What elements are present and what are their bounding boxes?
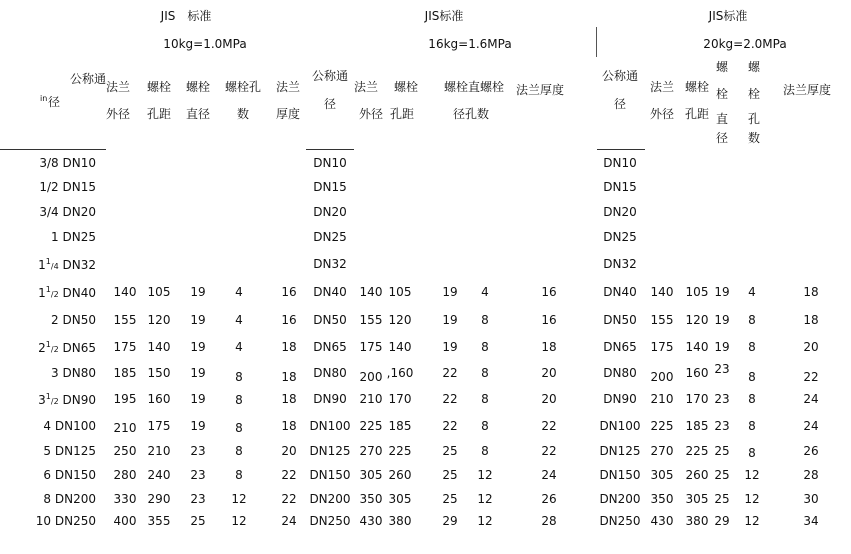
table-cell: 28 <box>541 514 557 528</box>
nominal-size-cell <box>0 393 96 406</box>
table-cell: 160 <box>685 366 709 380</box>
header-flange-od: 法兰 <box>649 80 675 94</box>
table-cell: 18 <box>281 392 297 406</box>
table-cell: 210 <box>113 421 137 435</box>
inch-size: 1 <box>38 286 46 300</box>
header-flange-od: 法兰 <box>105 80 131 94</box>
dn-size: DN100 <box>309 419 351 433</box>
table-cell: 24 <box>281 514 297 528</box>
table-cell: 23 <box>190 444 206 458</box>
header-underline <box>306 149 354 150</box>
table-cell: 25 <box>442 444 458 458</box>
header-flange-thickness: 法兰厚度 <box>515 83 565 97</box>
table-cell: 380 <box>388 514 412 528</box>
table-cell: 140 <box>685 340 709 354</box>
table-cell: 280 <box>113 468 137 482</box>
table-cell: 16 <box>541 313 557 327</box>
dn-size: DN65 <box>313 340 347 354</box>
dn-size: DN20 <box>58 205 96 219</box>
table-cell: 18 <box>803 285 819 299</box>
nominal-size-cell <box>0 420 96 432</box>
table-cell: 12 <box>477 514 493 528</box>
table-cell: 225 <box>388 444 412 458</box>
table-cell: 150 <box>147 366 171 380</box>
dn-size: DN40 <box>313 285 347 299</box>
table-cell: 29 <box>442 514 458 528</box>
table-cell: 175 <box>147 419 171 433</box>
table-cell: 240 <box>147 468 171 482</box>
standard-title-20k: JIS标准 <box>708 9 748 23</box>
table-cell: 8 <box>235 370 243 384</box>
nominal-size-cell <box>0 367 96 379</box>
dn-size: DN15 <box>603 180 637 194</box>
table-cell: 195 <box>113 392 137 406</box>
dn-size: DN25 <box>58 230 96 244</box>
table-cell: 175 <box>113 340 137 354</box>
inch-size: 3 <box>51 366 59 380</box>
table-cell: 270 <box>650 444 674 458</box>
table-cell: 8 <box>748 340 756 354</box>
header-flange-thickness-2: 厚度 <box>275 107 301 121</box>
standard-title-16k: JIS标准 <box>424 9 464 23</box>
table-cell: 22 <box>281 468 297 482</box>
table-cell: 120 <box>388 313 412 327</box>
dn-size: DN10 <box>603 156 637 170</box>
table-cell: 22 <box>442 366 458 380</box>
table-cell: 8 <box>748 392 756 406</box>
table-cell: 23 <box>190 468 206 482</box>
table-cell: 18 <box>803 313 819 327</box>
table-cell: 29 <box>714 514 730 528</box>
inch-fraction-denominator: /2 <box>50 397 59 406</box>
table-cell: 8 <box>235 468 243 482</box>
table-cell: 19 <box>442 285 458 299</box>
pressure-rating-16k: 16kg=1.6MPa <box>428 37 512 51</box>
table-cell: 305 <box>359 468 383 482</box>
table-cell: 19 <box>714 340 730 354</box>
table-cell: 19 <box>442 340 458 354</box>
table-cell: 23 <box>714 392 730 406</box>
dn-size: DN100 <box>51 419 96 433</box>
header-underline <box>597 149 645 150</box>
header-bolt-pcd: 螺栓 <box>393 80 419 94</box>
table-cell: 185 <box>113 366 137 380</box>
table-cell: 8 <box>481 313 489 327</box>
table-cell: 305 <box>388 492 412 506</box>
table-cell: 25 <box>714 468 730 482</box>
table-cell: 305 <box>650 468 674 482</box>
table-cell: 18 <box>541 340 557 354</box>
table-cell: 24 <box>803 419 819 433</box>
table-cell: 210 <box>359 392 383 406</box>
table-cell: 28 <box>803 468 819 482</box>
dn-size: DN90 <box>603 392 637 406</box>
header-bolt-dia-holes: 螺栓直螺栓 <box>443 80 505 94</box>
table-cell: 200 <box>359 370 383 384</box>
table-cell: 8 <box>235 421 243 435</box>
table-cell: 22 <box>541 444 557 458</box>
table-cell: 18 <box>281 340 297 354</box>
dn-size: DN90 <box>58 393 96 407</box>
header-nominal-2: 径 <box>613 97 627 111</box>
table-cell: ,160 <box>386 366 414 380</box>
table-cell: 140 <box>113 285 137 299</box>
table-cell: 140 <box>650 285 674 299</box>
table-cell: 8 <box>235 444 243 458</box>
header-inch-unit: 径 <box>48 95 61 109</box>
table-cell: 225 <box>650 419 674 433</box>
dn-size: DN20 <box>313 205 347 219</box>
table-cell: 18 <box>281 370 297 384</box>
inch-fraction-denominator: /4 <box>50 262 59 271</box>
table-cell: 4 <box>235 340 243 354</box>
table-cell: 8 <box>748 419 756 433</box>
table-cell: 20 <box>803 340 819 354</box>
table-cell: 16 <box>541 285 557 299</box>
table-cell: 120 <box>685 313 709 327</box>
inch-size: 2 <box>38 341 46 355</box>
inch-size: 1 <box>38 258 46 272</box>
table-cell: 24 <box>803 392 819 406</box>
table-cell: 355 <box>147 514 171 528</box>
table-cell: 19 <box>190 419 206 433</box>
table-cell: 170 <box>388 392 412 406</box>
table-cell: 22 <box>281 492 297 506</box>
dn-size: DN125 <box>599 444 641 458</box>
nominal-size-cell <box>0 206 96 218</box>
inch-size: 2 <box>51 313 59 327</box>
nominal-size-cell <box>0 341 96 354</box>
header-inch-mark: in <box>40 94 48 103</box>
table-cell: 12 <box>744 514 760 528</box>
header-nominal: 公称通 <box>311 69 349 83</box>
table-cell: 8 <box>748 313 756 327</box>
header-bolt-dia-4: 径 <box>715 131 729 145</box>
table-cell: 170 <box>685 392 709 406</box>
table-cell: 155 <box>113 313 137 327</box>
table-cell: 22 <box>541 419 557 433</box>
table-cell: 23 <box>190 492 206 506</box>
header-bolt-holes-4: 数 <box>747 131 761 145</box>
dn-size: DN125 <box>309 444 351 458</box>
table-cell: 270 <box>359 444 383 458</box>
table-cell: 20 <box>281 444 297 458</box>
table-cell: 12 <box>231 492 247 506</box>
pressure-rating-10k: 10kg=1.0MPa <box>163 37 247 51</box>
table-cell: 105 <box>147 285 171 299</box>
inch-size: 1 <box>51 230 59 244</box>
table-cell: 8 <box>481 419 489 433</box>
table-cell: 16 <box>281 285 297 299</box>
table-cell: 225 <box>685 444 709 458</box>
table-cell: 185 <box>388 419 412 433</box>
table-cell: 19 <box>190 366 206 380</box>
nominal-size-cell <box>0 515 96 527</box>
nominal-size-cell <box>0 314 96 326</box>
header-bolt-pcd-2: 孔距 <box>146 107 172 121</box>
table-cell: 4 <box>748 285 756 299</box>
inch-size: 5 <box>43 444 52 458</box>
table-cell: 140 <box>147 340 171 354</box>
table-cell: 25 <box>714 444 730 458</box>
header-bolt-pcd-2: 孔距 <box>389 107 415 121</box>
table-cell: 155 <box>650 313 674 327</box>
header-bolt-dia: 螺栓 <box>185 80 211 94</box>
inch-fraction-numerator: 1 <box>45 340 51 349</box>
inch-size: 8 <box>43 492 52 506</box>
header-bolt-holes-2: 栓 <box>747 87 761 101</box>
table-cell: 12 <box>744 468 760 482</box>
nominal-size-cell <box>0 445 96 457</box>
table-cell: 26 <box>803 444 819 458</box>
inch-size: 3/4 <box>39 205 59 219</box>
table-cell: 16 <box>281 313 297 327</box>
header-bolt-holes: 螺栓孔 <box>224 80 262 94</box>
header-bolt-dia: 螺 <box>715 60 729 74</box>
table-cell: 305 <box>685 492 709 506</box>
header-bolt-holes: 螺 <box>747 60 761 74</box>
table-cell: 20 <box>541 366 557 380</box>
table-cell: 19 <box>190 285 206 299</box>
dn-size: DN65 <box>603 340 637 354</box>
table-cell: 290 <box>147 492 171 506</box>
table-cell: 260 <box>388 468 412 482</box>
header-bolt-dia-2: 直径 <box>185 107 211 121</box>
dn-size: DN150 <box>599 468 641 482</box>
table-cell: 8 <box>481 366 489 380</box>
nominal-size-cell <box>0 286 96 299</box>
table-cell: 22 <box>442 419 458 433</box>
table-cell: 105 <box>388 285 412 299</box>
table-cell: 430 <box>359 514 383 528</box>
table-cell: 350 <box>650 492 674 506</box>
dn-size: DN40 <box>603 285 637 299</box>
dn-size: DN125 <box>51 444 96 458</box>
table-cell: 25 <box>442 468 458 482</box>
table-cell: 260 <box>685 468 709 482</box>
header-bolt-pcd: 螺栓 <box>684 80 710 94</box>
nominal-size-cell <box>0 231 96 243</box>
dn-size: DN100 <box>599 419 641 433</box>
table-cell: 8 <box>481 392 489 406</box>
dn-size: DN15 <box>58 180 96 194</box>
table-cell: 30 <box>803 492 819 506</box>
nominal-size-cell <box>0 493 96 505</box>
table-cell: 8 <box>481 340 489 354</box>
inch-fraction-numerator: 1 <box>45 285 51 294</box>
dn-size: DN32 <box>313 257 347 271</box>
table-cell: 380 <box>685 514 709 528</box>
header-bolt-pcd-2: 孔距 <box>684 107 710 121</box>
table-cell: 400 <box>113 514 137 528</box>
table-cell: 23 <box>714 419 730 433</box>
table-cell: 12 <box>744 492 760 506</box>
inch-fraction-numerator: 1 <box>45 392 51 401</box>
dn-size: DN10 <box>58 156 96 170</box>
dn-size: DN80 <box>58 366 96 380</box>
table-cell: 4 <box>481 285 489 299</box>
header-nominal: 公称通 <box>601 69 639 83</box>
inch-fraction-denominator: /2 <box>50 345 59 354</box>
table-cell: 4 <box>235 313 243 327</box>
header-nominal: 公称通 <box>70 72 107 86</box>
table-cell: 250 <box>113 444 137 458</box>
inch-size: 3/8 <box>39 156 59 170</box>
table-cell: 430 <box>650 514 674 528</box>
dn-size: DN32 <box>603 257 637 271</box>
dn-size: DN90 <box>313 392 347 406</box>
dn-size: DN200 <box>309 492 351 506</box>
table-cell: 19 <box>442 313 458 327</box>
nominal-size-cell <box>0 469 96 481</box>
table-cell: 120 <box>147 313 171 327</box>
table-cell: 19 <box>190 313 206 327</box>
table-cell: 140 <box>359 285 383 299</box>
table-cell: 160 <box>147 392 171 406</box>
table-cell: 210 <box>147 444 171 458</box>
header-flange-od-2: 外径 <box>358 107 384 121</box>
table-cell: 155 <box>359 313 383 327</box>
table-cell: 200 <box>650 370 674 384</box>
table-cell: 19 <box>714 285 730 299</box>
table-cell: 210 <box>650 392 674 406</box>
table-cell: 185 <box>685 419 709 433</box>
inch-fraction-numerator: 1 <box>45 257 51 266</box>
dn-size: DN25 <box>313 230 347 244</box>
table-cell: 19 <box>190 392 206 406</box>
table-cell: 19 <box>190 340 206 354</box>
table-cell: 22 <box>442 392 458 406</box>
inch-size: 10 <box>35 514 52 528</box>
nominal-size-cell <box>0 258 96 271</box>
table-cell: 12 <box>477 468 493 482</box>
table-cell: 19 <box>714 313 730 327</box>
table-cell: 24 <box>541 468 557 482</box>
table-cell: 25 <box>714 492 730 506</box>
inch-size: 6 <box>43 468 52 482</box>
dn-size: DN250 <box>51 514 96 528</box>
dn-size: DN80 <box>603 366 637 380</box>
dn-size: DN80 <box>313 366 347 380</box>
table-cell: 225 <box>359 419 383 433</box>
dn-size: DN250 <box>309 514 351 528</box>
dn-size: DN50 <box>313 313 347 327</box>
header-flange-thickness: 法兰 <box>275 80 301 94</box>
dn-size: DN10 <box>313 156 347 170</box>
table-cell: 8 <box>748 446 756 460</box>
inch-size: 4 <box>43 419 52 433</box>
table-cell: 140 <box>388 340 412 354</box>
inch-fraction-denominator: /2 <box>50 290 59 299</box>
dn-size: DN65 <box>58 341 96 355</box>
group-divider <box>596 27 597 57</box>
dn-size: DN200 <box>599 492 641 506</box>
dn-size: DN40 <box>58 286 96 300</box>
table-cell: 175 <box>359 340 383 354</box>
header-bolt-dia-holes-2: 径孔数 <box>452 107 490 121</box>
table-cell: 4 <box>235 285 243 299</box>
dn-size: DN20 <box>603 205 637 219</box>
dn-size: DN15 <box>313 180 347 194</box>
table-cell: 105 <box>685 285 709 299</box>
table-cell: 330 <box>113 492 137 506</box>
dn-size: DN150 <box>309 468 351 482</box>
dn-size: DN50 <box>58 313 96 327</box>
inch-size: 3 <box>38 393 46 407</box>
dn-size: DN250 <box>599 514 641 528</box>
table-cell: 175 <box>650 340 674 354</box>
header-bolt-dia-3: 直 <box>715 112 729 126</box>
dn-size: DN50 <box>603 313 637 327</box>
nominal-size-cell <box>0 157 96 169</box>
standard-title-10k: JIS 标准 <box>160 9 212 23</box>
dn-size: DN25 <box>603 230 637 244</box>
header-nominal-2: 径 <box>323 97 337 111</box>
dn-size: DN150 <box>51 468 96 482</box>
table-cell: 12 <box>231 514 247 528</box>
header-underline <box>0 149 106 150</box>
table-cell: 22 <box>803 370 819 384</box>
header-flange-thickness: 法兰厚度 <box>782 83 832 97</box>
table-cell: 12 <box>477 492 493 506</box>
pressure-rating-20k: 20kg=2.0MPa <box>703 37 787 51</box>
nominal-size-cell <box>0 181 96 193</box>
inch-size: 1/2 <box>39 180 59 194</box>
table-cell: 8 <box>748 370 756 384</box>
table-cell: 23 <box>714 362 730 376</box>
table-cell: 8 <box>481 444 489 458</box>
table-cell: 8 <box>235 393 243 407</box>
header-flange-od: 法兰 <box>353 80 379 94</box>
table-cell: 350 <box>359 492 383 506</box>
table-cell: 34 <box>803 514 819 528</box>
header-flange-od-2: 外径 <box>105 107 131 121</box>
dn-size: DN32 <box>58 258 96 272</box>
table-cell: 26 <box>541 492 557 506</box>
header-bolt-holes-3: 孔 <box>747 112 761 126</box>
table-cell: 20 <box>541 392 557 406</box>
header-bolt-dia-2: 栓 <box>715 87 729 101</box>
header-bolt-pcd: 螺栓 <box>146 80 172 94</box>
table-cell: 18 <box>281 419 297 433</box>
dn-size: DN200 <box>51 492 96 506</box>
header-flange-od-2: 外径 <box>649 107 675 121</box>
header-bolt-holes-2: 数 <box>236 107 250 121</box>
table-cell: 25 <box>190 514 206 528</box>
table-cell: 25 <box>442 492 458 506</box>
